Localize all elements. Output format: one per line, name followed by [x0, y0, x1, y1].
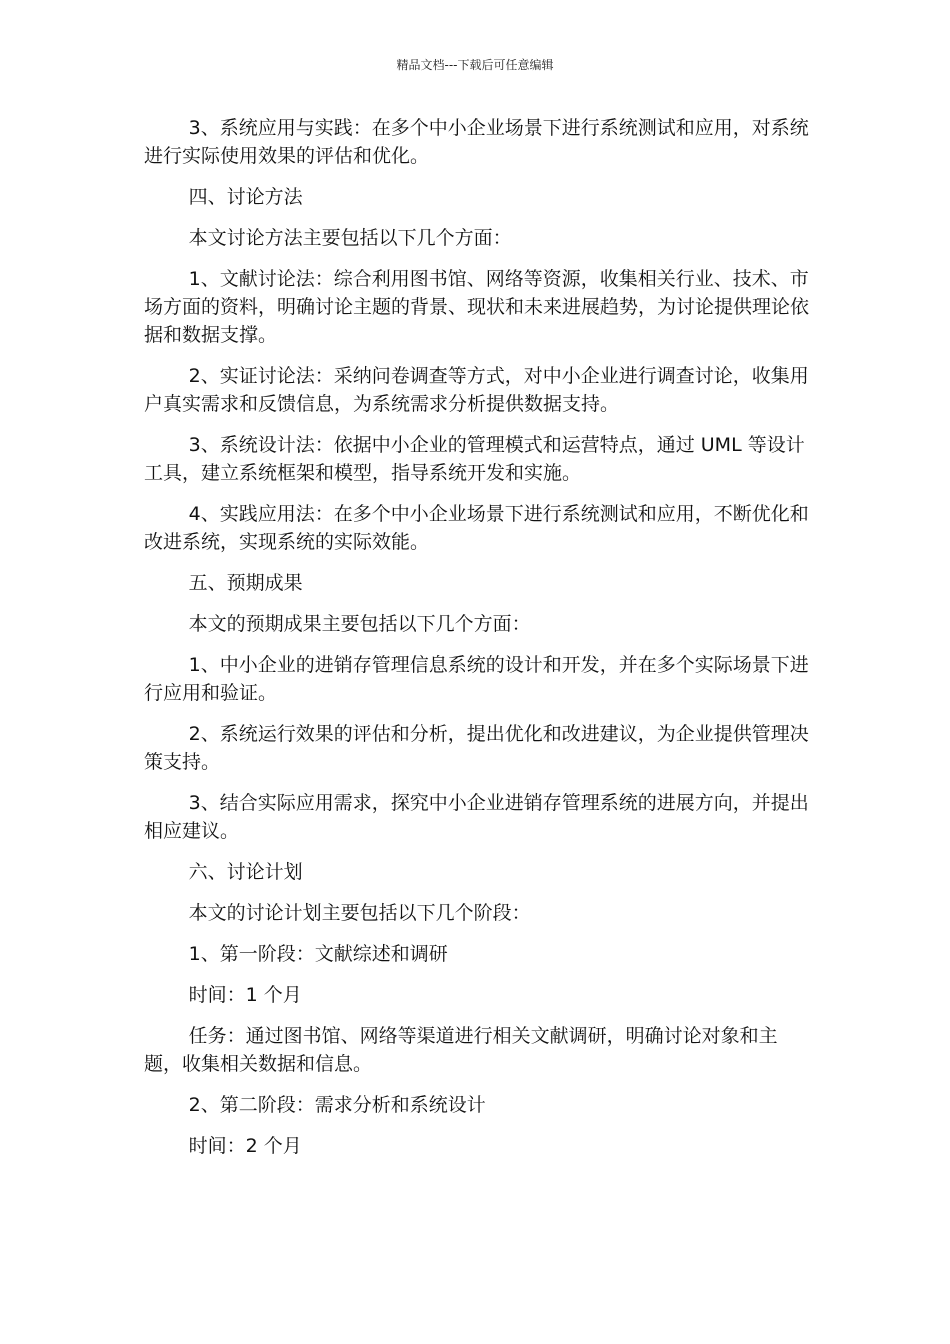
paragraph-phase-2: 2、第二阶段：需求分析和系统设计	[188, 1094, 486, 1116]
paragraph-methods-intro: 本文讨论方法主要包括以下几个方面：	[188, 227, 512, 249]
paragraph-literature-method: 1、文献讨论法：综合利用图书馆、网络等资源，收集相关行业、技术、市场方面的资料，明确讨论主题的背景、现状和未来进展趋势，为讨论提供理论依据和数据支撑。	[144, 268, 810, 346]
paragraph-result-3: 3、结合实际应用需求，探究中小企业进销存管理系统的进展方向，并提出相应建议。	[144, 792, 809, 842]
section-heading-methods: 四、讨论方法	[188, 186, 303, 208]
paragraph-system-application: 3、系统应用与实践：在多个中小企业场景下进行系统测试和应用，对系统进行实际使用效果的评估和优化。	[144, 117, 809, 167]
paragraph-phase-1-time: 时间：1 个月	[188, 984, 302, 1006]
paragraph-phase-1-task: 任务：通过图书馆、网络等渠道进行相关文献调研，明确讨论对象和主题，收集相关数据和信息。	[144, 1025, 778, 1075]
page-header: 精品文档---下载后可任意编辑	[396, 58, 554, 72]
paragraph-empirical-method: 2、实证讨论法：采纳问卷调查等方式，对中小企业进行调查讨论，收集用户真实需求和反馈信息，为系统需求分析提供数据支持。	[144, 365, 809, 415]
paragraph-plan-intro: 本文的讨论计划主要包括以下几个阶段：	[188, 902, 531, 924]
paragraph-design-method: 3、系统设计法：依据中小企业的管理模式和运营特点，通过 UML 等设计工具，建立系统框架和模型，指导系统开发和实施。	[144, 434, 805, 484]
paragraph-phase-1: 1、第一阶段：文献综述和调研	[188, 943, 448, 965]
document-body	[144, 114, 809, 1173]
paragraph-phase-2-time: 时间：2 个月	[188, 1135, 302, 1157]
section-heading-expected-results: 五、预期成果	[188, 572, 303, 594]
paragraph-practice-method: 4、实践应用法：在多个中小企业场景下进行系统测试和应用，不断优化和改进系统，实现系统的实际效能。	[144, 503, 809, 553]
section-heading-plan: 六、讨论计划	[188, 861, 303, 883]
paragraph-result-2: 2、系统运行效果的评估和分析，提出优化和改进建议，为企业提供管理决策支持。	[144, 723, 809, 773]
paragraph-results-intro: 本文的预期成果主要包括以下几个方面：	[188, 613, 531, 635]
paragraph-result-1: 1、中小企业的进销存管理信息系统的设计和开发，并在多个实际场景下进行应用和验证。	[144, 654, 809, 704]
